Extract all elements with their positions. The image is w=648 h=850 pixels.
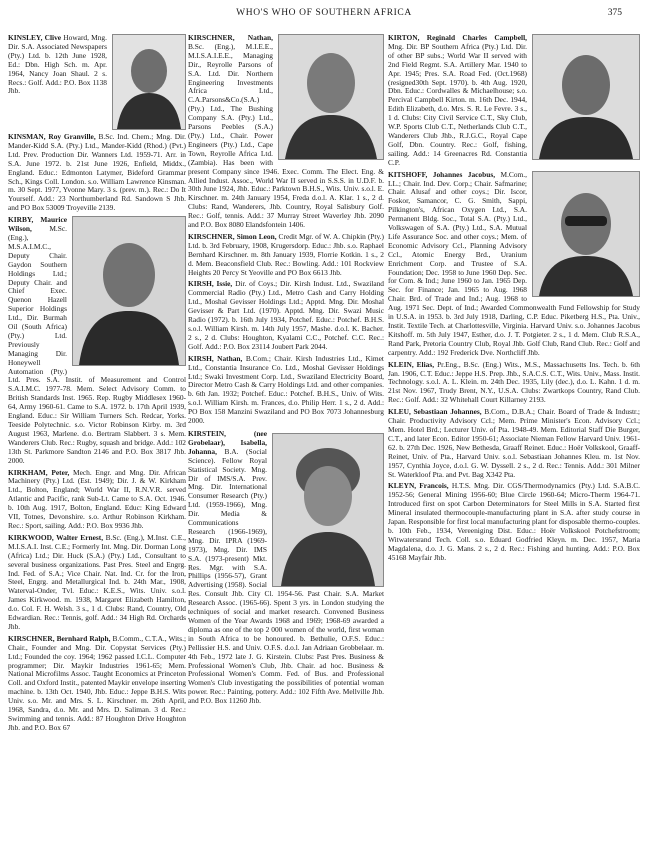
page-header [0,8,648,22]
entry-kirkham: KIRKHAM, Peter, Mech. Engr. and Mng. Dir. African Machinery (Pty.) Ltd. (Est. 1949); Dir. J. & W. Kirkham Ltd., Bolton, England; World War II, R.N.V.R. served Atlantic and Pacific, rank Sub-Lt. Came to S.A. Oct. 1946. b. 10th Aug. 1917, Bolton, England. Educ: King Edward VII, Totnes, Devonshire. s.o. Arthur Robinson Kirkham. Rec.: Sport, sailing. Add.: P.O. Box 9936 Jhb. [8,467,186,530]
entry-kleu: KLEU, Sebastiaan Johannes, B.Com., D.B.A.; Chair. Board of Trade & Industr.; Chair. Productivity Advisory Ccl.; Mem. Prime Minister's Econ. Advisory Ccl.; Mem. Hotel Brd.; Lecturer Univ. of Pta. 1948-49. Mem. Editorial Staff Die Burger, C.T., and later Econ. Editor 1950-61; Associate Nieman Fellow Harvard Univ. 1961-62. b. 27th Dec. 1926, New Bethesda, Graaff Reinet. Educ.: Hoër Volkskool, Graaff-Reinet, Univ. of Pta., Harvard Univ. s.o.l. Sebastiaan Johannes Kleu. m. 1st Nov. 1957, Cynthia Joyce, d.o.l. G. W. Dyssell. 2 s., 2 d. Rec.: Tennis. Add.: 301 Milner St. Waterkloof Pta. and Pvt. Bag X342 Pta. [388,407,640,479]
entry-kirschner-nathan: KIRSCHNER, Nathan, B.Sc. (Eng.), M.I.E.E., M.I.S.A.I.E.E., Managing Dir., Reyrolle Parsons of S.A. Ltd. Dir. Northern Engineering Investments Africa Ltd., C.A.Parsons&Co.(S.A.) (Pty.) Ltd., The Bushing Company S.A. (Pty.) Ltd., Parsons Peebles (S.A.) (Pty.) Ltd., Chair. Power Engineers (Pty.) Ltd., Cape Town, Reyrolle Africa Ltd. (Zambia). Has been with present Company since 1946. Exec. Comm. The Elect. Eng. & Allied Indust. Assoc., World War II served in S.S.S. in U.D.F. b. 30th June 1924, Jhb. Educ.: Parktown B.H.S., Wits. Univ. s.o.l. E. Kirschner. m. 24th January 1954, Freda d.o.l. A. Klar. 1 s., 2 d. Clubs: Rand, Wanderers, Jhb. Country, Royal Salisbury Golf. Rec.: Golf, tennis. Add.: 37 Murray Street Waverley Jhb. 2090 and P.O. Box 8080 Elandsfontein 1406. [188,34,384,230]
entry-kirsh-nathan: KIRSH, Nathan, B.Com.; Chair. Kirsh Industries Ltd., Kimet Ltd., Constantia Insurance Co. Ltd., Moshal Gevisser Holdings Ltd.; Swaki Investment Corp. Ltd., Swaziland Electricity Board, Director Metro Cash & Carry Holdings Ltd. and other companies. b. 6th Jan. 1932; Potchef. Educ.: Potchef. B.H.S., Univ. of Wits. s.o.l. William Kirsh. m. Frances, d.o. Philip Herr. 1 s., 2 d. Add.: PO Box 158 Manzini Swaziland and PO Box 7073 Johannesburg 2000. [188,353,384,426]
entry-kirstein: KIRSTEIN, (nee Grobelaar), Isabella, Johanna, B.A. (Social Science). Fellow Royal Statistical Society. Mng. Dir of IMS/S.A. Prev. Mng. Dir. International Consumer Research (Pty.) Ltd. (1959-1966), Mng. Dir. Media & Communications Research (1966-1969), Mng. Dir. IPRA (1969-1973), Mng. Dir. IMS S.A. (1973-present) Mkt. Res. Mgr. with S.A. Phillips (1956-57), Grant Advertising (1958). Social Res. Consult Jhb. City Cl. 1954-56. Past Chair. S.A. Market Research Assoc. (1965-66). Spent 3 yrs. in London studying the techniques of social and market research. Convened Business Women of the Year Awards 1968 and 1969; 1968-69 awarded a diploma as one of the top 2 000 women of the world, first woman in South Africa to be honoured. b. Bethulie, O.F.S. Educ.: Pellissier H.S. and Univ. O.F.S. d.o.l. Jan Adriaan Grobbelaar. m. 4th Feb., 1972 late J. G. Kirstein. Clubs: Past Pres. Business & Professional Women's Club, Jhb. Chair. ad hoc. Business & Professional Women's Comm. Fed. of Bus. and Professional Women's Club investigating the possibilities of potential woman power. Rec.: Painting, pottery. Add.: 102 Fifth Ave. Mellville Jhb. and P.O. Box 11260 Jhb. [188,428,384,706]
entry-kirsh-issie: KIRSH, Issie, Dir. of Coys.; Dir. Kirsh Indust. Ltd., Swaziland Commercial Radio (Pty.) Ltd., Metro Cash and Carry Holding Ltd., Moshal Gevisser Holdings Ltd.; Apptd. Mng. Dir. Moshal Gevisser & Part Ltd. (1970). Apptd. Mng. Dir. Swazi Music Radio (1972). b. 16th July 1934, Potchef. Educ.: Potchef. B.H.S. s.o.l. William Kirsh. m. 14th July 1957, Mashe. d.o.l. K. Bacher. 2 s., 2 d. Clubs: Houghton, Kyalami C.C., Potchef. C.C. Rec.: Golf. Add.: P.O. Box 23114 Joubert Park 2044. [188,279,384,351]
page-title: WHO'S WHO OF SOUTHERN AFRICA [236,8,412,18]
column-1 [8,34,186,844]
portrait-photo-kirby [72,216,186,366]
entry-kitshoff: KITSHOFF, Johannes Jacobus, M.Com., LL.; Chair. Ind. Dev. Corp.; Chair. Safmarine; Chair. Alusaf and other coys.; Dir. Iscor, Foskor, Samancor, C. G. Smith, Sappi, Pilkington's, African Oxygen Ltd., S.A. Permanent Bldg. Soc., Total S.A. (Pty.) Ltd., Volkswagen of S.A. (Pty.) Ltd., S.A. Mutual Life Assurance Soc. and other coys.; Mem. of Economic Advisory Ccl., Planning Advisory Ccl., Atomic Energy Brd., Uranium Enrichment Corp. and Trustee of S.A. Foundation; Dec. 1958 to June 1960 Dep. Sec. for Com. & Ind.; June 1960 to Jan. 1965 Dep. Sec. for Finance; Jan. 1965 to Aug. 1968 Chair. Brd. of Trade and Ind.; Aug. 1968 to Aug. 1971 Sec. Dept. of Ind.; Awarded Commonwealth Fund Fellowship for Study in U.S.A. in 1953. b. 3rd July 1918, Darling, C.P. Educ. Piketberg H.S., Pta. Univ., Instit. Textile Tech. at Charlottesville, Virginia. Harvard Univ. s.o. Johannes Jacobus Kitshoff. m. 5th July 1947, Esther, d.o. J. T. Potgieter. 2 s., 1 d. Mem. Club R.S.A., Rand Park, Pretoria Country Club, Royal Jhb. Golf Club, Rand Club. Rec.: Golf and carpentry. Add.: 192 Frederick Dve. Northcliff Jhb. [388,169,640,357]
portrait-photo-kirton [532,34,640,160]
portrait-photo-kinsley [112,34,186,130]
portrait-photo-kirschner-nathan [278,34,384,160]
entry-klein: KLEIN, Elias, Pr.Eng., B.Sc. (Eng.) Wits., M.S., Massachusetts Ins. Tech. b. 6th Jan. 1906, C.T. Educ.: Jeppe H.S. Prep. Jhb., S.A.C.S. C.T., Wits. Univ., Mass. Instit. Technology. s.o.l. A. L. Klein. m. 24th Dec. 1935, Lily (dec.), d.o. L. Kahn. 1 d. m. 21st Nov. 1967, Trudy Brent, N.Y., U.S.A. Clubs: Zwartkops Country, Rand Club. Rec.: Golf. Add.: 32 Whitehall Court Killarney 2193. [388,359,640,405]
portrait-photo-kirstein [272,433,384,587]
entry-kinsley: KINSLEY, Clive Howard, Mng. Dir. S.A. Associated Newspapers (Pty.) Ltd. b. 12th June 1928, Ed.: Dbn. High Sch. m. Apr. 1964, Nancy Joan Shaul. 2 s. Recs.: Golf. Add.: P.O. Box 1138 Jhb. [8,34,107,96]
portrait-photo-kitshoff [532,171,640,297]
entry-kirby: KIRBY, Maurice Wilson, M.Sc.(Eng.), M.S.A.I.M.C., Deputy Chair. Gaydon Southern Holdings Ltd.; Deputy Chair. and Chief Exec. Quenon Hazell Superior Holdings Ltd., Dir. Burmah Oil (South Africa) (Pty.) Ltd. Previously Managing Dir. Honeywell Automation (Pty.) Ltd. Pres. S.A. Instit. of Measurement and Control S.A.I.M.C. 1977-78. Mem. Select Advisory Comm. to British Standards Inst. 1965. Rep. Rugby Middlesex 1960-64, Army 1960-61. Came to S.A. 1972. b. 17th April 1939, England. Educ.: Sir William Turners Sch. Redcar, Yorks. Teeside Polytechnic. s.o. Victor Robinson Kirby. m. 3rd August 1963, Marlene. d.o. Bertram Slabbert. 3 s. Mem. Wanderers Club. Rec.: Rugby, squash and bridge. Add.: 102 13th St. Parkmore Sandton 2146 and P.O. Box 3817 Jhb. 2000. [8,215,186,465]
entry-kleyn: KLEYN, Francois, H.T.S. Mng. Dir. CGS/Thermodynamics (Pty.) Ltd. S.A.B.C. 1952-56; General Mining 1956-60; Blue Circle 1960-64; Micro-Therm 1964-71. Introduced first on spot Carbon Determinators for Steel Mills in S.A. Started first Mineral insulated thermocouple-manufacturing plant in S.A. after study course in Japan. Responsible for first local manufacturing plant for disposable thermo-couples. b. 10th Feb., 1934, Vereeniging Dist. Educ.: Hoër Volkskool Potchefstroom; Witwatersrand Tech. Coll. s.o. Eduard Godfried Kleyn. m. Dec. 1957, Maria Magdalena, d.o. J. G. Mans. 2 s., 2 d. Rec.: Fishing and hunting. Add.: P.O. Box 45168 Mayfair Jhb. [388,481,640,562]
column-3 [388,34,640,844]
entry-kirschner-simon: KIRSCHNER, Simon Leon, Credit Mgr. of W. A. Chipkin (Pty.) Ltd. b. 3rd February, 1908, Krugersdorp. Educ.: Jhb. s.o. Raphael Bernhard Kirschner. m. 8th January 1939, Florrie Kotkin. 1 s., 2 d. Mem. Beaconsfield Club. Rec.: Bowling. Add.: 101 Rockview Heights 20 Percy St Yeoville and PO Box 6613 Jhb. [188,231,384,277]
entry-kirschner-bernhard: KIRSCHNER, Bernhard Ralph, B.Comm., C.T.A., Wits.; Chair., Founder and Mng. Dir. Copystat Services (Pty.) Ltd.; Founded the coy. 1964; 1962 passed I.C.L. Computer programmer; Dir. Maykir Industries 1961-65; Mem. National Microfilms Assoc. Taught Economics at Princeton Coll. and Oxford Instit., patented Maykir envelope inserting machine. b. 13th Oct. 1940, Jhb. Educ.: Jeppe B.H.S. Wits Univ. s.o. Mr. and Mrs. S. L. Kirschner. m. 26th April, 1968, Sandra, d.o. Mr. and Mrs. D. Saliman. 3 d. Rec.: Swimming and tennis. Add.: 87 Houghton Drive Houghton Jhb. and P.O. Box 67 [8,633,186,732]
page-number: 375 [607,8,622,18]
entry-kinsman: KINSMAN, Roy Granville, B.Sc. Ind. Chem.; Mng. Dir. Mander-Kidd S.A. (Pty.) Ltd., Mander-Kidd (Rhod.) (Pvt.) Ltd. Prev. Production Dir. Wanners Ltd. 1959-71. Arr. in S.A. June 1972. b. 21st June 1926, Enfield, Middx., England. Educ.: Edmonton Latymer, Bideford Grammar Sch., Kings Coll. London. s.o. William Lawrence Kinsman. m. 30 Sept. 1977, Yvonne Mary. 3 s. (prev. m.). Rec.: Do It Yourself. Add.: 23 Northumberland Rd. Sandown S Jhb. and PO Box 53009 Troyeville 2139. [8,132,186,213]
entry-kirkwood: KIRKWOOD, Walter Ernest, B.Sc. (Eng.), M.Inst. C.E., M.I.S.A.I. Inst. C.E.; Formerly Int. Mng. Dir. Dorman Long (Africa) Ltd.; Dir. Huck (S.A.) (Pty.) Ltd., Consultant to several business organizations. Past Pres. Steel and Engrg. Ind. Fed. of S.A.; Vice Chair. Nat. Ind. Cr. for the Iron, Steel, Engrg. and Metallurgical Ind. b. 24th Mar., 1908, Waterval-Onder, Tvl. Educ.: K.E.S., Wits. Univ. s.o.l. James Kirkwood. m. 1938, Margaret Elizabeth Hamilton, d.o. Col. F. H. Welsh. 3 s., 1 d. Clubs: Rand, Country, Old Edwardian. Rec.: Tennis, golf. Add.: 34 High Rd. Orchards Jhb. [8,532,186,631]
entry-kirton: KIRTON, Reginald Charles Campbell, Mng. Dir. BP Southern Africa (Pty.) Ltd. Dir. of other BP subs.; World War II served with 2nd Field Regmt. S.A. Artillery Mar. 1940 to Apr. 1945; Pres. S.A. Road Fed. (Oct.1968)(resigned30th Sept. 1970). b. 4th Aug. 1920, Dbn. Educ.: Cordwalles & Michaelhouse; s.o. Percival Campbell Kirton. m. 16th Dec. 1944, Edith Elizabeth, d.o. Mrs. S. R. Le Fevre. 3 s., 1 d. Clubs: City Civil Service C.T., Sky Club, W.P. Sports Club C.T., Netherlands Club C.T., Wanderers Club Jhb., R.J.G.C., Royal Cape Golf, Dbn. Country. Rec.: Golf, fishing, sailing. Add.: 14 Greenacres Rd. Constantia C.P. [388,34,527,167]
column-2 [188,34,384,844]
